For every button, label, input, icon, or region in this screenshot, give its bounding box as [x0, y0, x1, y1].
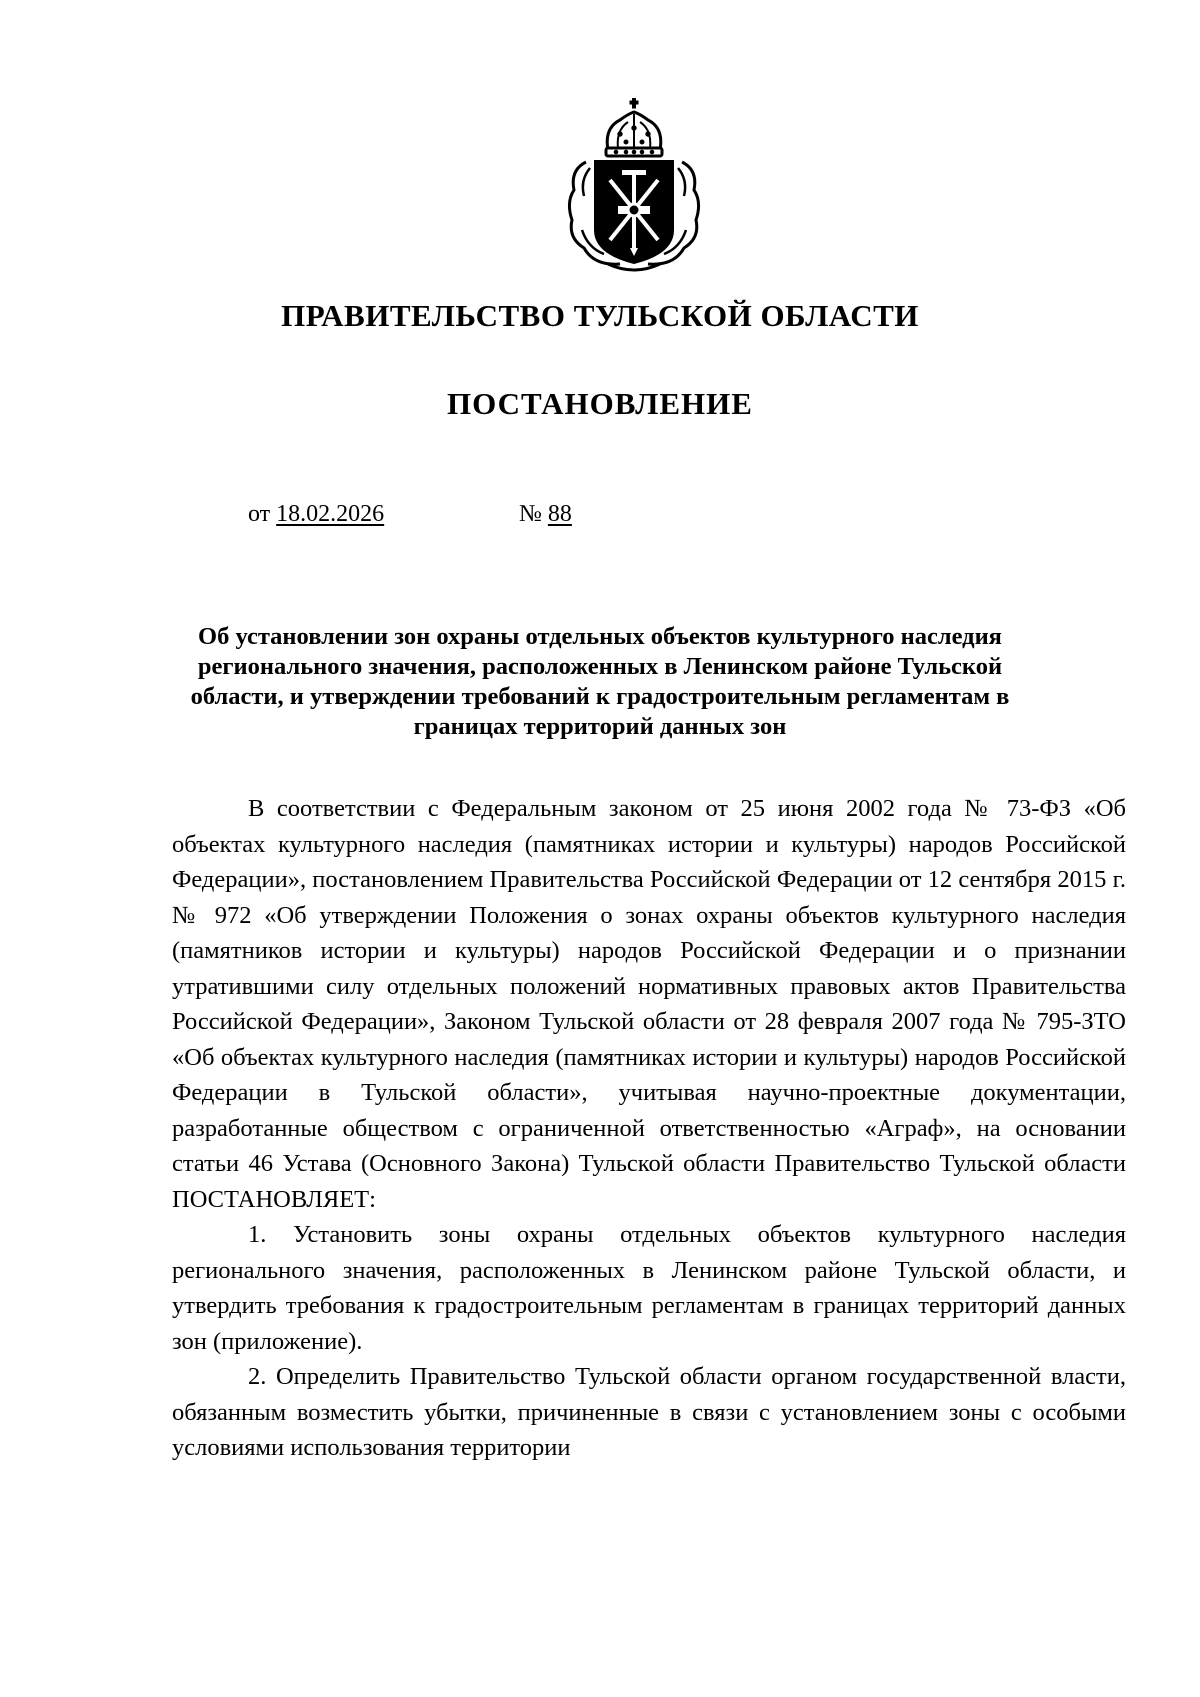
number-prefix: № [519, 501, 542, 527]
document-title: Об установлении зон охраны отдельных объектов культурного наследия регионального значения, расположенных в Ленинском районе Тульской области, и утверждении требований к градостроительным регламентам в границах территорий данных зон [190, 623, 1010, 740]
item-2-paragraph: 2. Определить Правительство Тульской области органом государственной власти, обязанным возместить убытки, причиненные в связи с установлением зоны с особыми условиями использования территории [172, 1363, 1126, 1461]
document-number-line [519, 501, 572, 528]
preamble-paragraph: В соответствии с Федеральным законом от 25 июня 2002 года № 73-ФЗ «Об объектах культурного наследия (памятниках истории и культуры) народов Российской Федерации», постановлением Правительства Российской Федерации от 12 сентября 2015 г. № 972 «Об утверждении Положения о зонах охраны объектов культурного наследия (памятников истории и культуры) народов Российской Федерации и о признании утратившими силу отдельных положений нормативных правовых актов Правительства Российской Федерации», Законом Тульской области от 28 февраля 2007 года № 795-ЗТО «Об объектах культурного наследия (памятниках истории и культуры) народов Российской Федерации в Тульской области», учитывая научно-проектные документации, разработанные обществом с ограниченной ответственностью «Аграф», на основании статьи 46 Устава (Основного Закона) Тульской области Правительство Тульской области ПОСТАНОВЛЯЕТ: [172, 795, 1126, 1213]
document-body [172, 791, 1126, 1466]
coat-of-arms-emblem [558, 98, 710, 276]
document-type: ПОСТАНОВЛЕНИЕ [447, 386, 753, 421]
document-number: 88 [547, 501, 572, 527]
document-date-line [248, 501, 384, 528]
crown-icon [606, 98, 662, 156]
item-1-paragraph: 1. Установить зоны охраны отдельных объектов культурного наследия регионального значения, расположенных в Ленинском районе Тульской области, и утвердить требования к градостроительным регламентам в границах территорий данных зон (приложение). [172, 1221, 1126, 1355]
date-prefix: от [248, 501, 271, 527]
organization-name: ПРАВИТЕЛЬСТВО ТУЛЬСКОЙ ОБЛАСТИ [281, 298, 919, 333]
document-date: 18.02.2026 [276, 501, 385, 527]
